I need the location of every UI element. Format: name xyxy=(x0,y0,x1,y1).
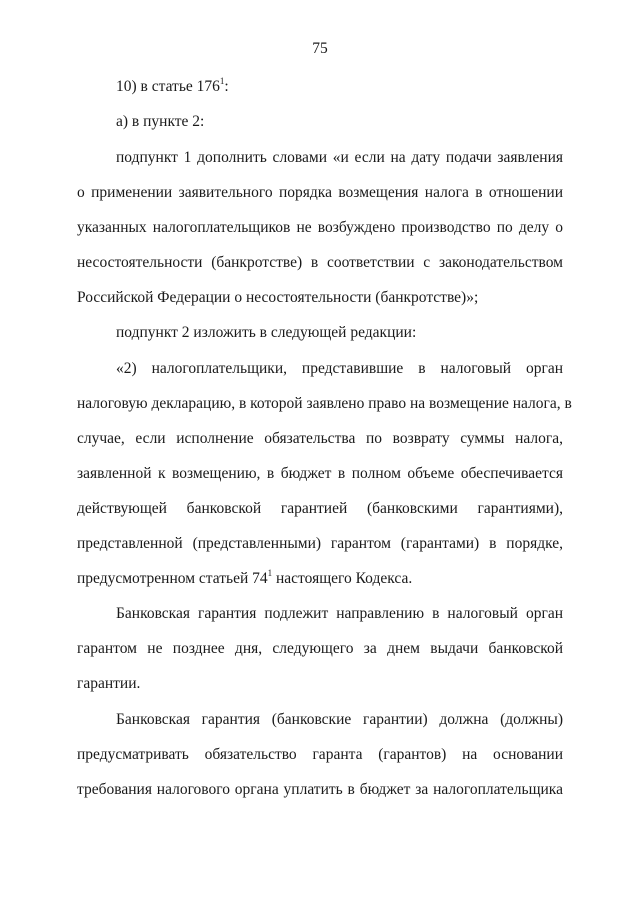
paragraph-1-line-2: о применении заявительного порядка возмещения налога в отношении xyxy=(77,184,563,201)
subitem-a: а) в пункте 2: xyxy=(116,113,205,130)
paragraph-5-line-3: требования налогового органа уплатить в бюджет за налогоплательщика xyxy=(77,781,563,798)
item-10-superscript: 1 xyxy=(219,75,225,86)
paragraph-2-line-1: подпункт 2 изложить в следующей редакции: xyxy=(116,324,417,341)
paragraph-4-line-3: гарантии. xyxy=(77,675,141,692)
page-number: 75 xyxy=(312,40,328,57)
paragraph-4-line-1: Банковская гарантия подлежит направлению в налоговый орган xyxy=(116,605,563,622)
item-10-colon: : xyxy=(224,78,229,95)
paragraph-3-line-2: налоговую декларацию, в которой заявлено право на возмещение налога, в xyxy=(77,395,572,412)
paragraph-1-line-5: Российской Федерации о несостоятельности (банкротстве)»; xyxy=(77,289,479,306)
paragraph-4-line-2: гарантом не позднее дня, следующего за днем выдачи банковской xyxy=(77,640,563,657)
paragraph-1-line-1: подпункт 1 дополнить словами «и если на дату подачи заявления xyxy=(116,149,563,166)
paragraph-3-line-6: представленной (представленными) гарантом (гарантами) в порядке, xyxy=(77,535,563,552)
article-ref-text: предусмотренном статьей 74 xyxy=(77,570,268,587)
paragraph-3-line-3: случае, если исполнение обязательства по возврату суммы налога, xyxy=(77,430,563,447)
item-10-text: 10) в статье 176 xyxy=(116,78,220,95)
article-ref-superscript: 1 xyxy=(267,567,273,578)
paragraph-3-line-7 xyxy=(77,569,563,589)
paragraph-1-line-3: указанных налогоплательщиков не возбуждено производство по делу о xyxy=(77,219,563,236)
item-10-heading xyxy=(116,77,563,97)
paragraph-3-line-1: «2) налогоплательщики, представившие в налоговый орган xyxy=(116,360,563,377)
paragraph-5-line-1: Банковская гарантия (банковские гарантии) должна (должны) xyxy=(116,711,563,728)
paragraph-3-line-4: заявленной к возмещению, в бюджет в полном объеме обеспечивается xyxy=(77,465,563,482)
paragraph-1-line-4: несостоятельности (банкротстве) в соответствии с законодательством xyxy=(77,254,563,271)
paragraph-3-line-5: действующей банковской гарантией (банковскими гарантиями), xyxy=(77,500,563,517)
paragraph-5-line-2: предусматривать обязательство гаранта (гарантов) на основании xyxy=(77,746,563,763)
article-ref-suffix: настоящего Кодекса. xyxy=(272,570,413,587)
